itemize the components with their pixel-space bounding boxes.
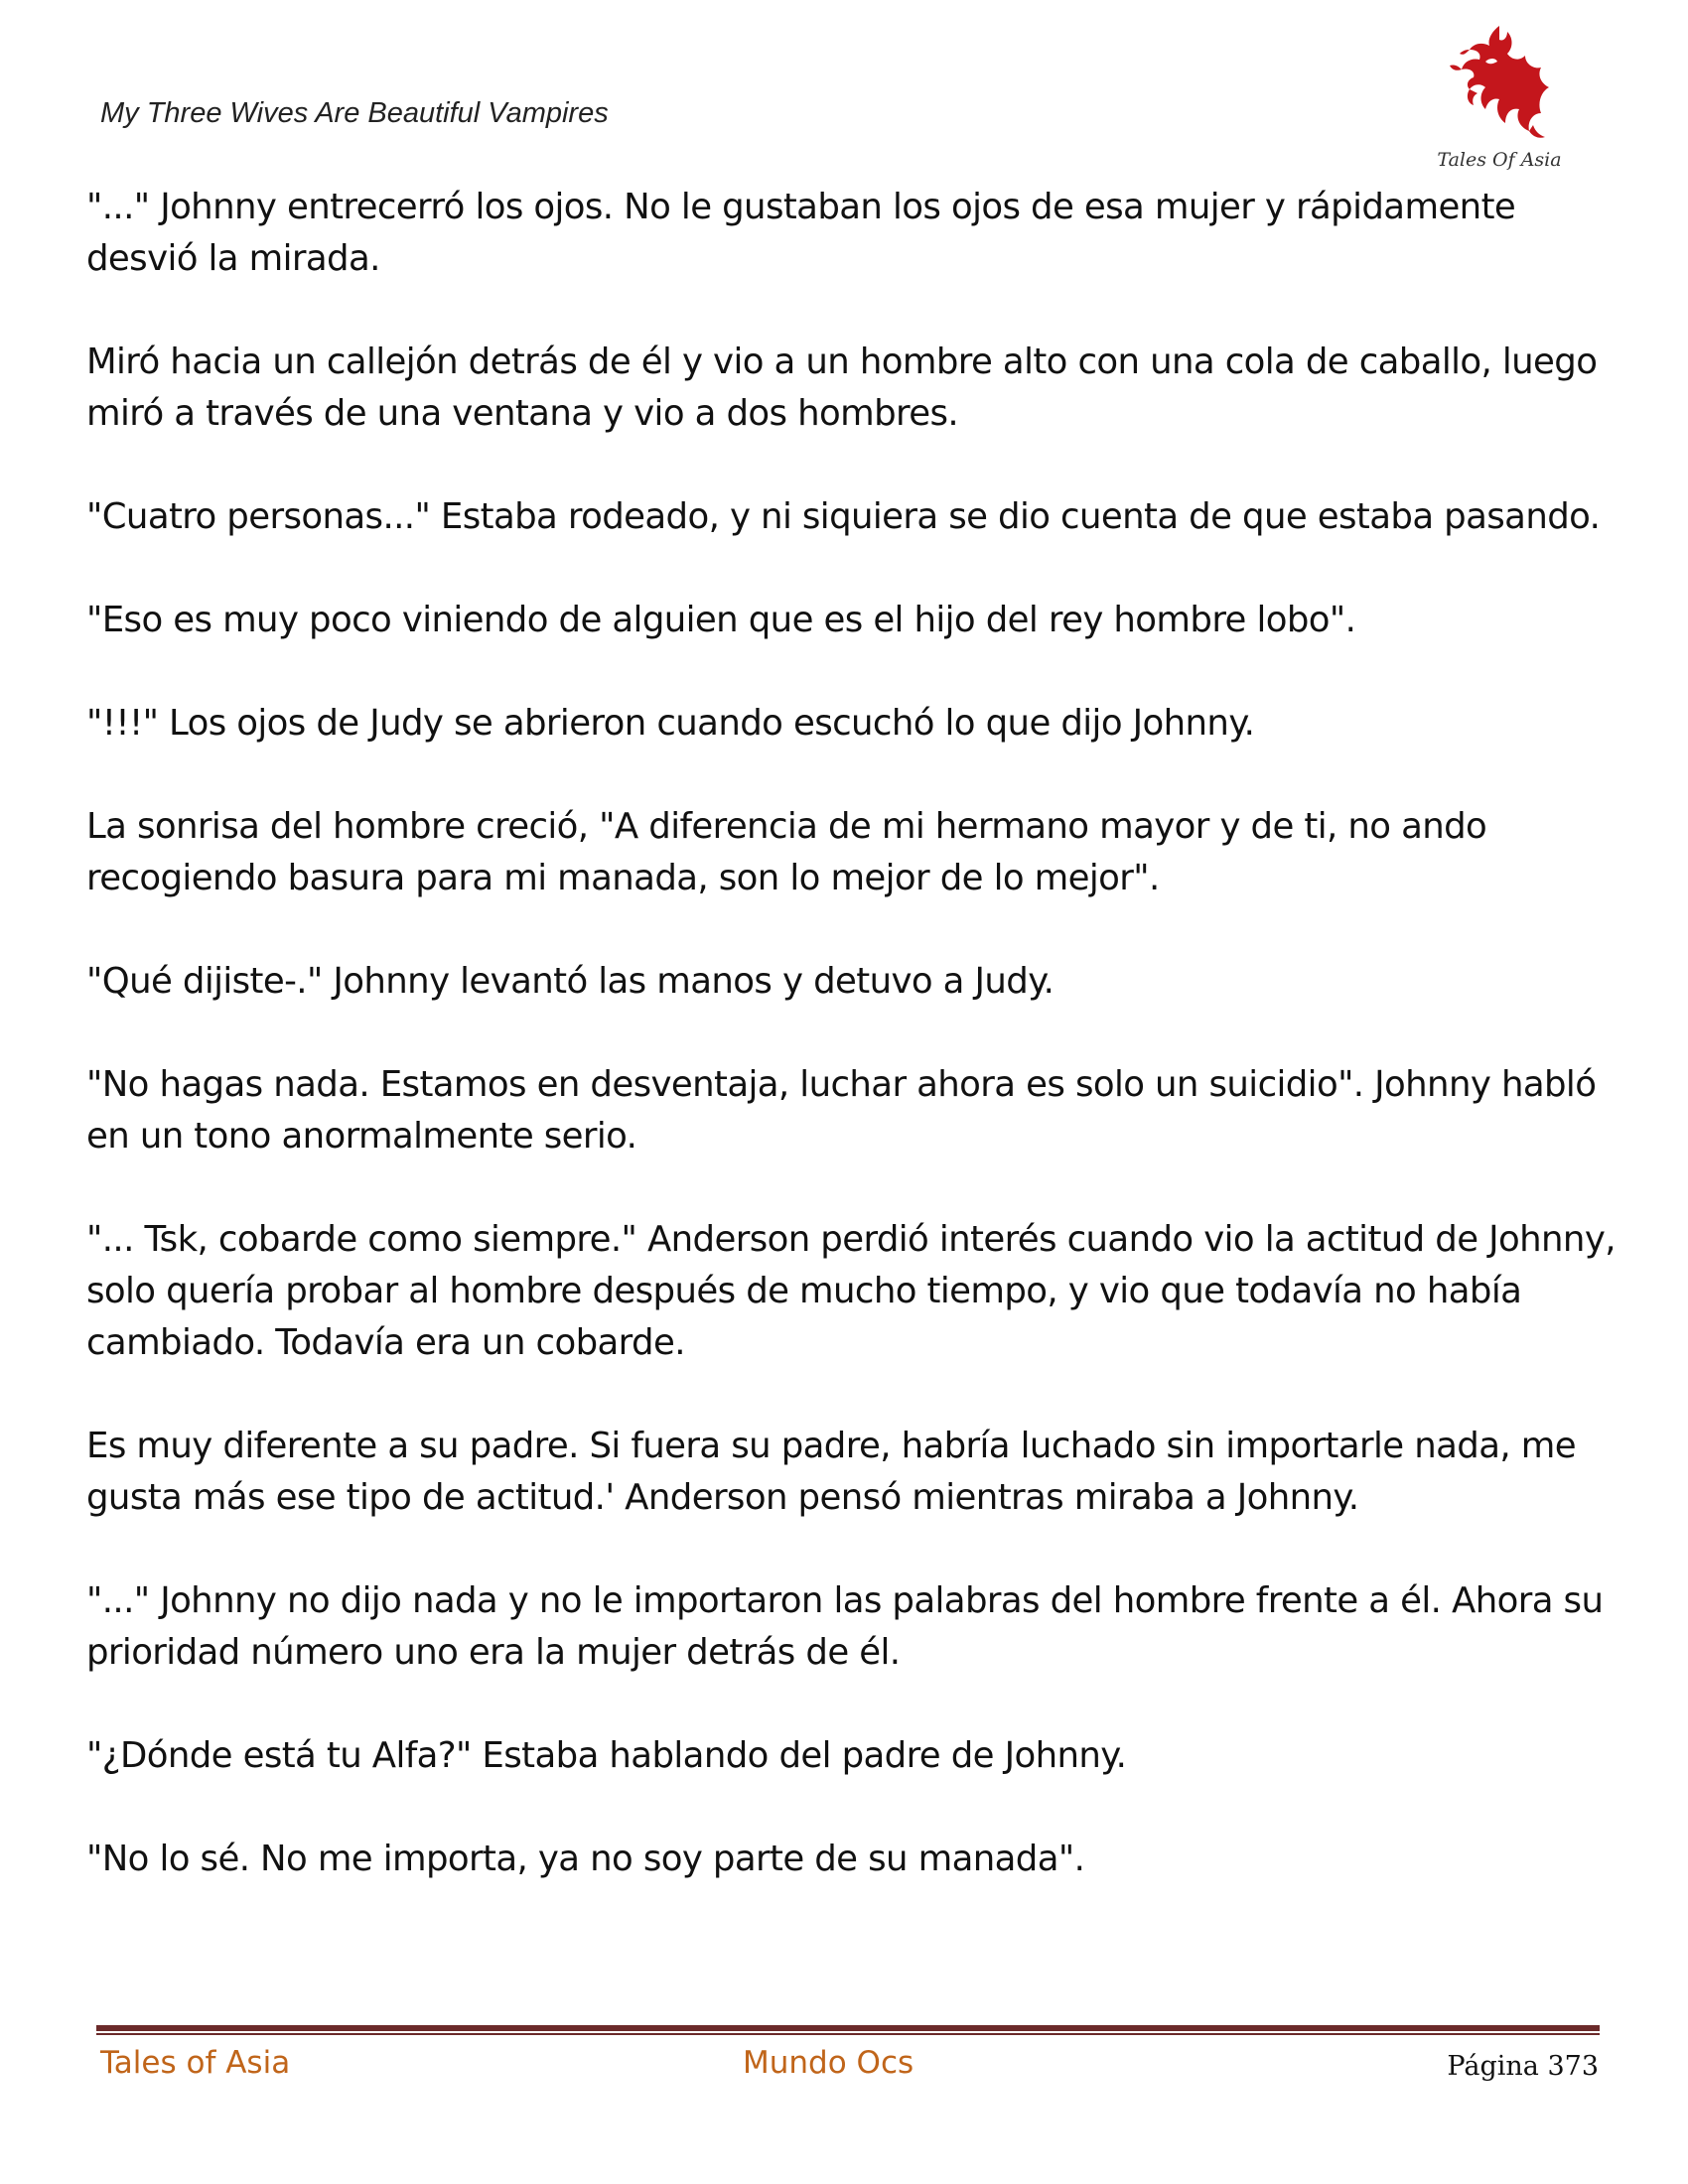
paragraph: "!!!" Los ojos de Judy se abrieron cuando escuchó lo que dijo Johnny.	[86, 703, 1255, 744]
paragraph: "..." Johnny no dijo nada y no le importaron las palabras del hombre frente a él. Ahora su prioridad número uno era la mujer detrás de él.	[86, 1580, 1604, 1673]
paragraph: "¿Dónde está tu Alfa?" Estaba hablando del padre de Johnny.	[86, 1735, 1127, 1776]
paragraph: "... Tsk, cobarde como siempre." Anderson perdió interés cuando vio la actitud de Johnny, solo quería probar al hombre después de mucho tiempo, y vio que todavía no había cambiado. Todavía era un cobarde.	[86, 1219, 1616, 1363]
paragraph: "No lo sé. No me importa, ya no soy parte de su manada".	[86, 1839, 1085, 1879]
footer-divider	[96, 2025, 1600, 2035]
tales-of-asia-logo	[1430, 18, 1569, 182]
paragraph: "..." Johnny entrecerró los ojos. No le gustaban los ojos de esa mujer y rápidamente desvió la mirada.	[86, 187, 1516, 279]
logo-text: Tales Of Asia	[1437, 149, 1562, 171]
book-title: My Three Wives Are Beautiful Vampires	[100, 97, 609, 129]
footer-divider-thin	[96, 2033, 1600, 2035]
red-dragon-logo-icon	[1430, 18, 1569, 147]
paragraph: Es muy diferente a su padre. Si fuera su padre, habría luchado sin importarle nada, me gusta más ese tipo de actitud.' Anderson pensó mientras miraba a Johnny.	[86, 1426, 1576, 1518]
paragraph: "Qué dijiste-." Johnny levantó las manos y detuvo a Judy.	[86, 961, 1055, 1002]
footer-publisher: Tales of Asia	[100, 2045, 291, 2081]
page-number: Página 373	[1447, 2051, 1599, 2082]
footer-divider-thick	[96, 2025, 1600, 2031]
paragraph: "Cuatro personas..." Estaba rodeado, y ni siquiera se dio cuenta de que estaba pasando.	[86, 496, 1601, 537]
paragraph: "No hagas nada. Estamos en desventaja, luchar ahora es solo un suicidio". Johnny habló en un tono anormalmente serio.	[86, 1064, 1597, 1157]
chapter-body	[86, 182, 1616, 1937]
footer-translator: Mundo Ocs	[743, 2045, 914, 2081]
paragraph: Miró hacia un callejón detrás de él y vio a un hombre alto con una cola de caballo, luego miró a través de una ventana y vio a dos hombres.	[86, 341, 1598, 434]
paragraph: La sonrisa del hombre creció, "A diferencia de mi hermano mayor y de ti, no ando recogiendo basura para mi manada, son lo mejor de lo mejor".	[86, 806, 1487, 898]
paragraph: "Eso es muy poco viniendo de alguien que es el hijo del rey hombre lobo".	[86, 600, 1356, 640]
